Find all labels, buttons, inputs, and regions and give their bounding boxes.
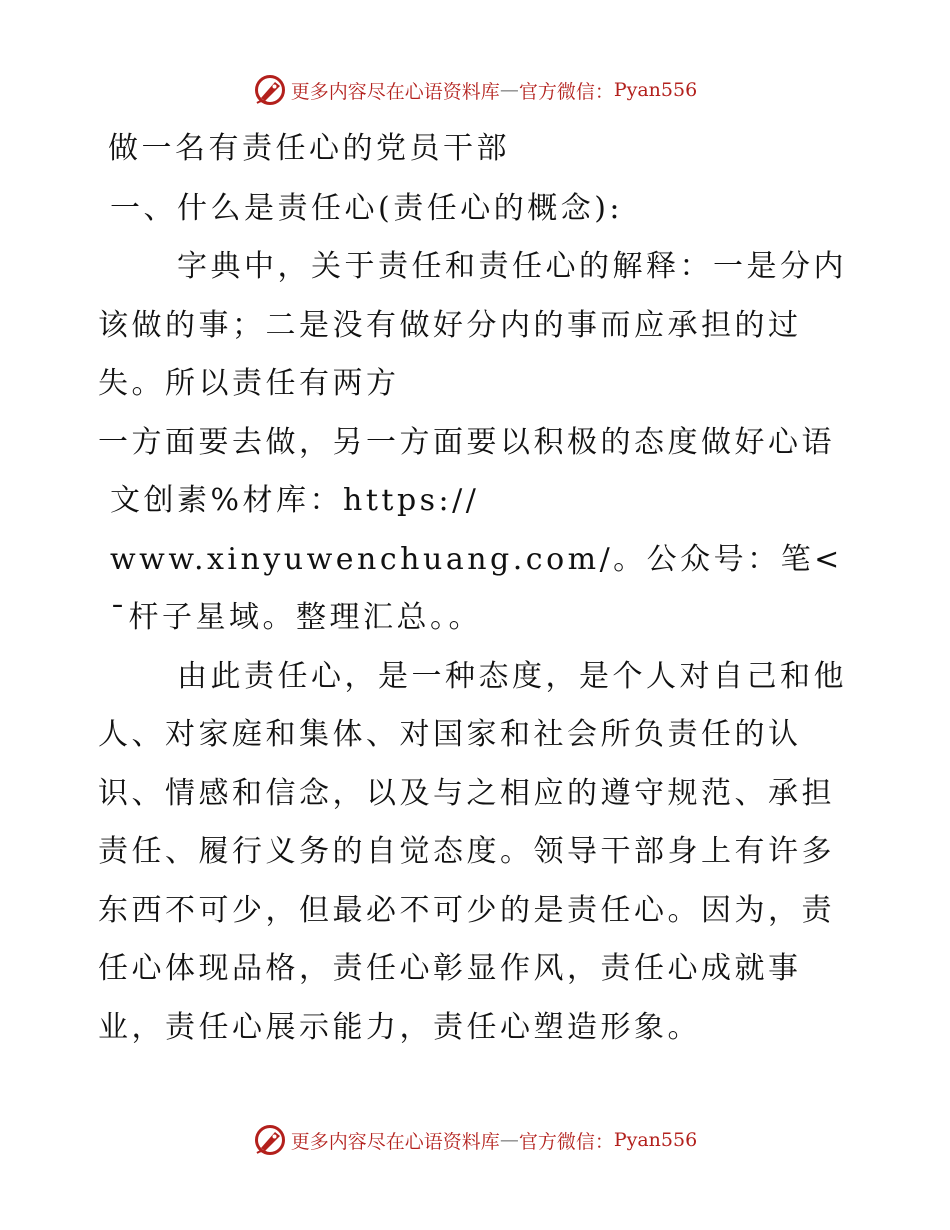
paragraph-source	[98, 414, 854, 648]
paragraph-source-line2: www.xinyuwenchuang.com/。公众号：笔<¯杆子星域。整理汇总。。	[110, 541, 843, 635]
document-title: 做一名有责任心的党员干部	[108, 131, 510, 166]
paragraph-responsibility: 由此责任心，是一种态度，是个人对自己和他人、对家庭和集体、对国家和社会所负责任的认识、情感和信念，以及与之相应的遵守规范、承担责任、履行义务的自觉态度。领导干部身上有许多东西不可少，但最必不可少的是责任心。因为，责任心体现品格，责任心彰显作风，责任心成就事业，责任心展示能力，责任心塑造形象。	[98, 658, 847, 1045]
document-body	[98, 120, 854, 1057]
watermark-wechat-id: Pyan556	[613, 1129, 698, 1151]
watermark-row	[253, 73, 697, 107]
watermark-separator: —	[499, 1129, 519, 1151]
watermark-row	[253, 1123, 697, 1157]
section-heading: 一、什么是责任心(责任心的概念):	[110, 190, 624, 226]
watermark-site-text: 更多内容尽在心语资料库	[290, 80, 500, 103]
paragraph-definition: 字典中，关于责任和责任心的解释：一是分内该做的事；二是没有做好分内的事而应承担的过失。所以责任有两方	[98, 249, 847, 401]
watermark-site-text: 更多内容尽在心语资料库	[290, 1130, 500, 1153]
paragraph-source-line1: 一方面要去做，另一方面要以积极的态度做好心语文创素%材库：https://	[98, 424, 835, 518]
footer-watermark	[0, 1120, 950, 1160]
watermark-wechat-label: 官方微信：	[518, 80, 614, 103]
pen-nib-circle-icon	[253, 73, 287, 107]
header-watermark	[0, 70, 950, 110]
watermark-wechat-label: 官方微信：	[518, 1130, 614, 1153]
watermark-wechat-id: Pyan556	[613, 79, 698, 101]
pen-nib-circle-icon	[253, 1123, 287, 1157]
watermark-separator: —	[499, 79, 519, 101]
